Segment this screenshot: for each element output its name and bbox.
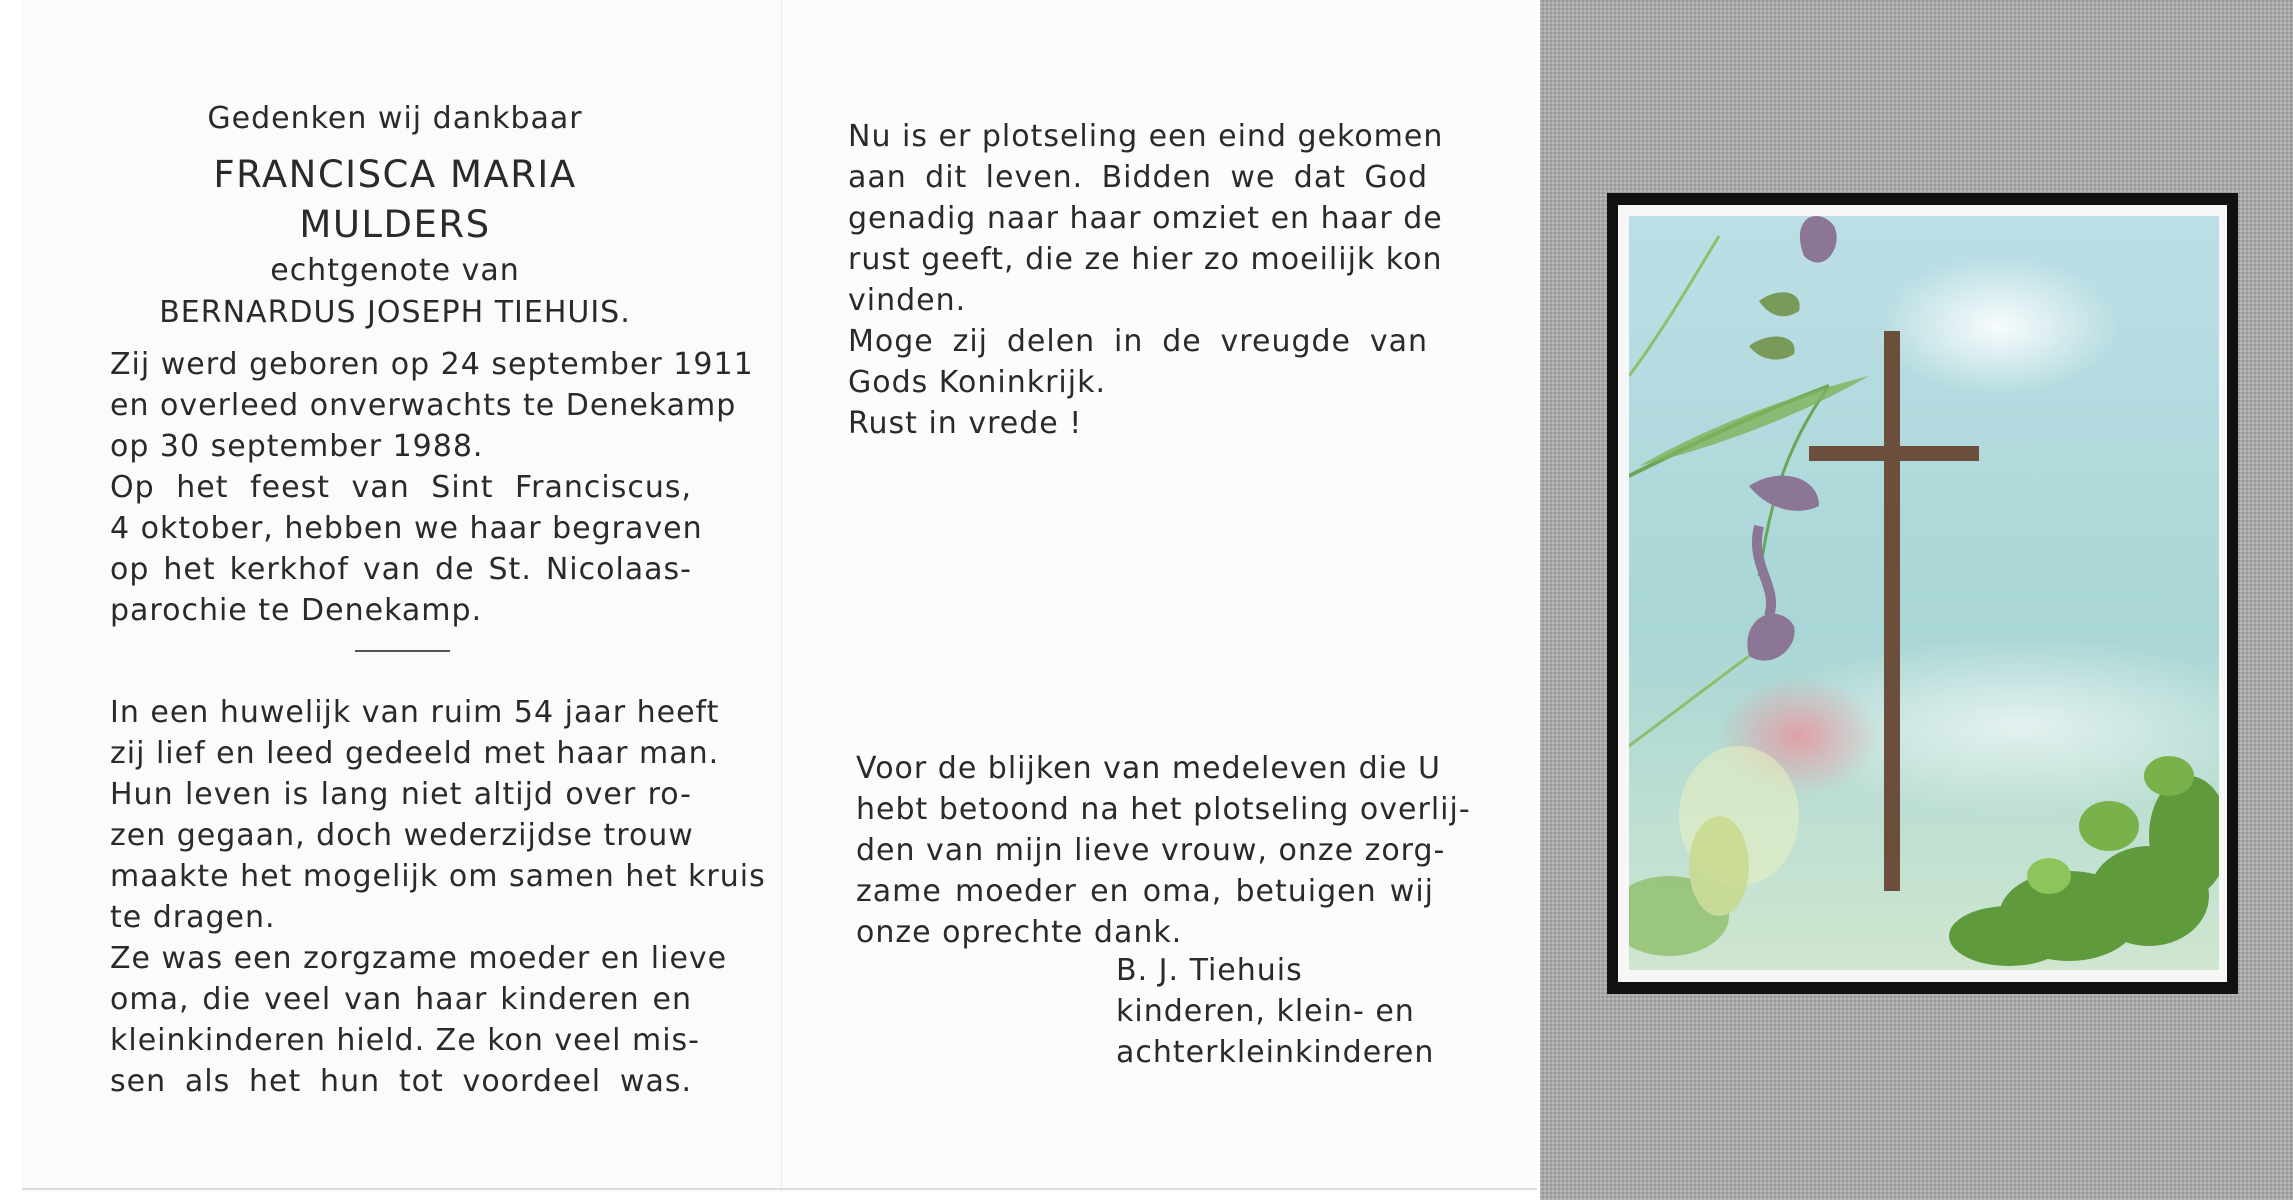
tribute-line: oma, die veel van haar kinderen en [110, 982, 692, 1017]
tribute-line: In een huwelijk van ruim 54 jaar heeft [110, 695, 720, 730]
prayer-line: Gods Koninkrijk. [848, 365, 1106, 400]
thanks-line: hebt betoond na het plotseling overlij- [856, 792, 1471, 827]
section-divider [355, 650, 450, 652]
light-glow [1879, 256, 2119, 396]
relation-text: echtgenote van [270, 253, 520, 288]
prayer-line: vinden. [848, 283, 967, 318]
thanks-line: zame moeder en oma, betuigen wij [856, 874, 1434, 909]
tribute-line: kleinkinderen hield. Ze kon veel mis- [110, 1023, 700, 1058]
tribute-line: maakte het mogelijk om samen het kruis [110, 859, 766, 894]
tribute-line: Hun leven is lang niet altijd over ro- [110, 777, 692, 812]
bio-line: Zij werd geboren op 24 september 1911 [110, 347, 754, 382]
thanks-line: Voor de blijken van medeleven die U [856, 751, 1441, 786]
bio-line: op 30 september 1988. [110, 429, 484, 464]
bio-line: Op het feest van Sint Franciscus, [110, 470, 692, 505]
tribute-line: sen als het hun tot voordeel was. [110, 1064, 692, 1099]
intro-text: Gedenken wij dankbaar [207, 101, 583, 136]
prayer-line: genadig naar haar omziet en haar de [848, 201, 1443, 236]
cross-vertical [1884, 331, 1900, 891]
prayer-line: rust geeft, die ze hier zo moeilijk kon [848, 242, 1443, 277]
signature-family: kinderen, klein- en [1116, 994, 1415, 1029]
spouse-name: BERNARDUS JOSEPH TIEHUIS. [159, 295, 631, 330]
deceased-name-line2: MULDERS [299, 203, 491, 246]
prayer-line: aan dit leven. Bidden we dat God [848, 160, 1428, 195]
bio-line: parochie te Denekamp. [110, 593, 483, 628]
cross-photo [1629, 216, 2219, 970]
tribute-line: te dragen. [110, 900, 276, 935]
thanks-line: onze oprechte dank. [856, 915, 1183, 950]
tribute-line: Ze was een zorgzame moeder en lieve [110, 941, 728, 976]
prayer-line: Rust in vrede ! [848, 406, 1083, 441]
prayer-line: Moge zij delen in de vreugde van [848, 324, 1428, 359]
tribute-line: zen gegaan, doch wederzijdse trouw [110, 818, 694, 853]
bottom-edge [22, 1188, 1537, 1190]
cross-horizontal [1809, 446, 1979, 461]
bio-line: en overleed onverwachts te Denekamp [110, 388, 737, 423]
thanks-line: den van mijn lieve vrouw, onze zorg- [856, 833, 1446, 868]
prayer-line: Nu is er plotseling een eind gekomen [848, 119, 1444, 154]
cross-with-flowers-image [1629, 216, 2219, 970]
deceased-name-line1: FRANCISCA MARIA [213, 153, 577, 196]
bio-line: 4 oktober, hebben we haar begraven [110, 511, 703, 546]
tribute-line: zij lief en leed gedeeld met haar man. [110, 736, 720, 771]
signature-family: achterkleinkinderen [1116, 1035, 1435, 1070]
signature-name: B. J. Tiehuis [1116, 953, 1303, 988]
bio-line: op het kerkhof van de St. Nicolaas- [110, 552, 692, 587]
